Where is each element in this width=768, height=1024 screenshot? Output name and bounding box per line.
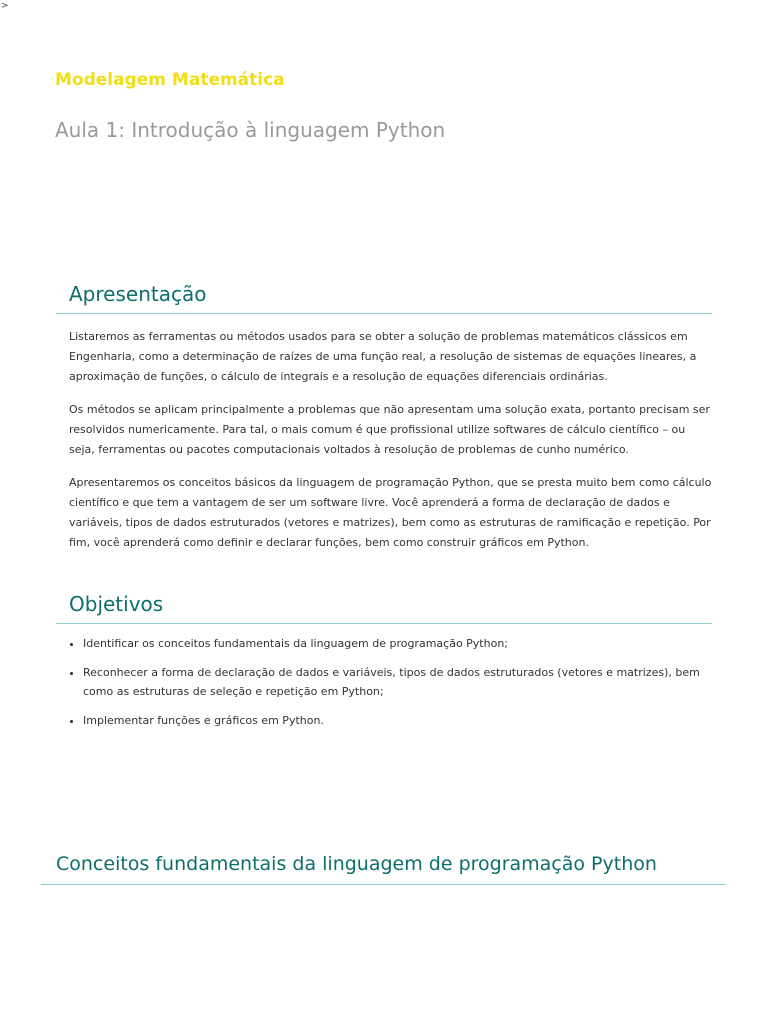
paragraph: Apresentaremos os conceitos básicos da linguagem de programação Python, que se presta muito bem como cálculo científico e que tem a vantagem de ser um software livre. Você aprenderá a forma de declaração de dados e variáveis, tipos de dados estruturados (vetores e matrizes), bem como as estruturas de ramificação e repetição. Por fim, você aprenderá como definir e declarar funções, bem como construir gráficos em Python.	[69, 476, 712, 549]
paragraph: Os métodos se aplicam principalmente a problemas que não apresentam uma solução exata, portanto precisam ser resolvidos numericamente. Para tal, o mais comum é que profissional utilize softwares de cálculo científico – ou seja, ferramentas ou pacotes computacionais voltados à resolução de problemas de cunho numérico.	[69, 403, 710, 456]
section-heading-apresentacao: Apresentação	[56, 281, 712, 314]
section-body-apresentacao	[56, 314, 712, 553]
objectives-list	[56, 624, 712, 730]
list-item: • Implementar funções e gráficos em Python.	[83, 711, 712, 730]
list-item: • Reconhecer a forma de declaração de dados e variáveis, tipos de dados estruturados (vetores e matrizes), bem como as estruturas de seleção e repetição em Python;	[83, 663, 712, 701]
section-apresentacao	[56, 281, 712, 566]
section-heading-objetivos: Objetivos	[56, 591, 712, 624]
corner-marker: >	[1, 1, 9, 11]
course-title: Modelagem Matemática	[55, 70, 285, 90]
section-heading-conceitos: Conceitos fundamentais da linguagem de programação Python	[41, 850, 726, 885]
paragraph: Listaremos as ferramentas ou métodos usados para se obter a solução de problemas matemáticos clássicos em Engenharia, como a determinação de raízes de uma função real, a resolução de sistemas de equações lineares, a aproximação de funções, o cálculo de integrais e a resolução de equações diferenciais ordinárias.	[69, 330, 697, 383]
section-objetivos	[56, 591, 712, 740]
lesson-title: Aula 1: Introdução à linguagem Python	[55, 118, 446, 142]
section-conceitos	[41, 850, 726, 885]
list-item: • Identificar os conceitos fundamentais da linguagem de programação Python;	[83, 634, 712, 653]
